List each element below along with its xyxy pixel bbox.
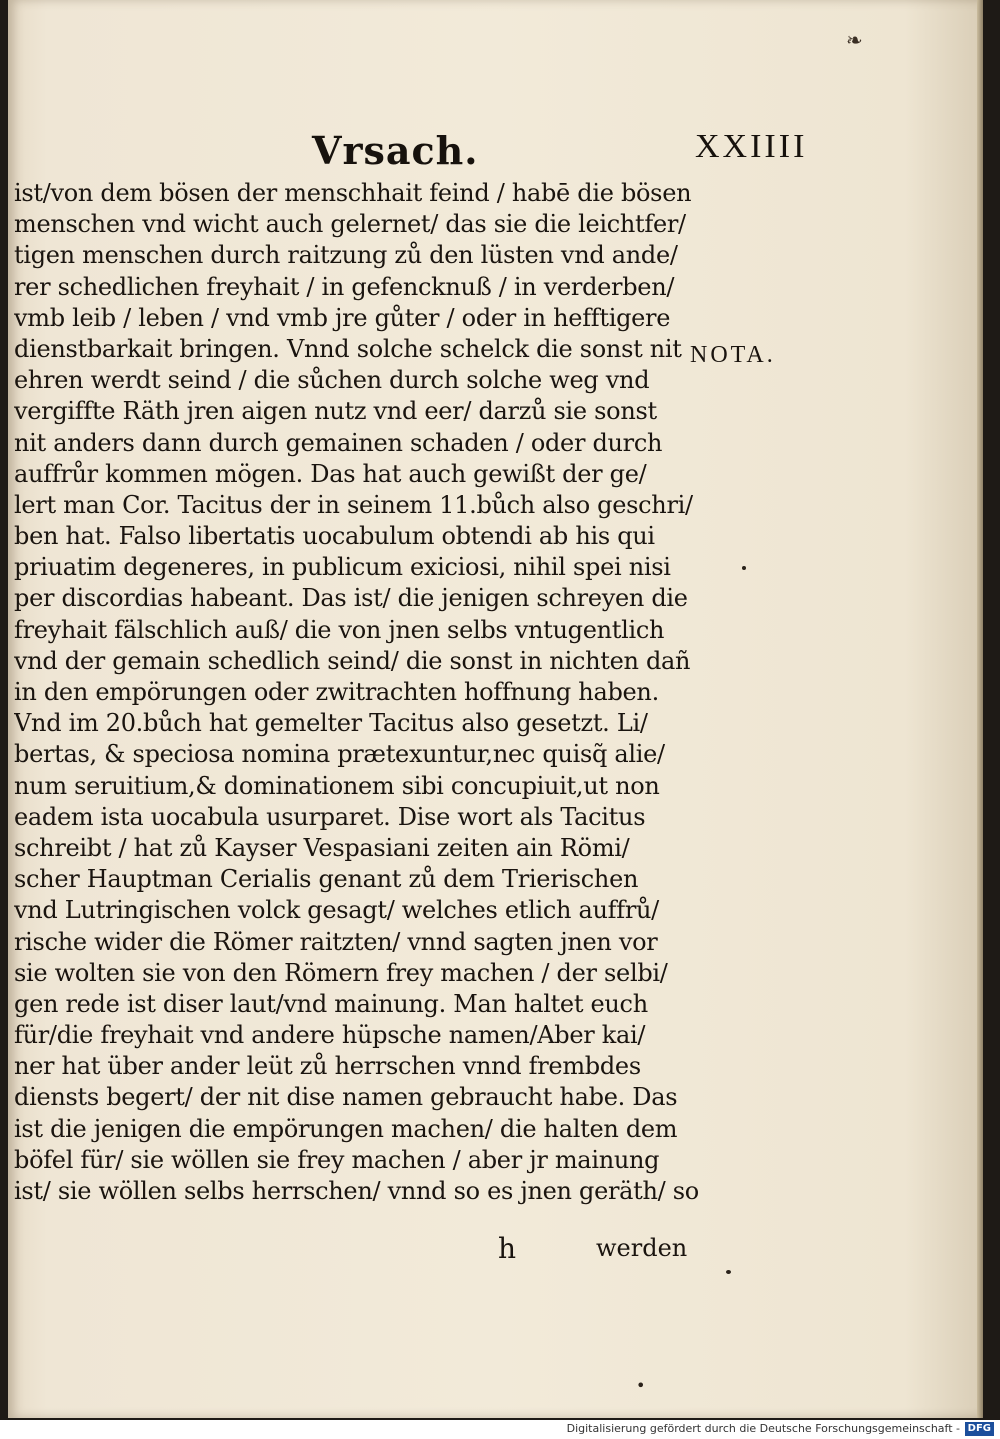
text-line: menschen vnd wicht auch gelernet/ das sie die leichtfer/ xyxy=(14,210,686,239)
text-line: dienstbarkait bringen. Vnnd solche schelck die sonst nit xyxy=(14,334,682,363)
text-line: nit anders dann durch gemainen schaden / oder durch xyxy=(14,428,663,457)
text-line: in den empörungen oder zwitrachten hoffnung haben. xyxy=(14,678,659,706)
text-line: priuatim degeneres, in publicum exiciosi, nihil spei nisi xyxy=(14,553,671,582)
margin-note: NOTA. xyxy=(690,342,776,368)
ornament-top-icon: ❧ xyxy=(846,28,863,52)
text-line: ist die jenigen die empörungen machen/ die halten dem xyxy=(14,1114,678,1143)
text-line: bertas, & speciosa nomina prætexuntur,nec quisq̃ alie/ xyxy=(14,740,665,769)
text-line: für/die freyhait vnd andere hüpsche namen/Aber kai/ xyxy=(14,1021,646,1050)
folio-number: XXIIII xyxy=(695,128,808,165)
text-line: ist/von dem bösen der menschhait feind / habē die bösen xyxy=(14,179,692,207)
page-edge xyxy=(977,0,983,1418)
text-line: sie wolten sie von den Römern frey machen / der selbi/ xyxy=(14,958,668,987)
ink-speck xyxy=(726,1270,731,1274)
text-line: eadem ista uocabula usurparet. Dise wort als Tacitus xyxy=(14,802,646,831)
text-line: num seruitium,& dominationem sibi concupiuit,ut non xyxy=(14,771,660,800)
text-line: rer schedlichen freyhait / in gefencknuß / in verderben/ xyxy=(14,272,675,301)
text-line: freyhait fälschlich auß/ die von jnen selbs vntugentlich xyxy=(14,615,665,644)
text-line: scher Hauptman Cerialis genant zů dem Trierischen xyxy=(14,865,639,894)
text-line: diensts begert/ der nit dise namen gebraucht habe. Das xyxy=(14,1083,678,1112)
running-head: Vrsach. xyxy=(312,128,479,173)
text-line: tigen menschen durch raitzung zů den lüsten vnd ande/ xyxy=(14,241,678,270)
body-text xyxy=(14,178,704,1207)
text-line: ner hat über ander leüt zů herrschen vnnd frembdes xyxy=(14,1052,641,1081)
text-line: rische wider die Römer raitzten/ vnnd sagten jnen vor xyxy=(14,927,658,956)
text-line: ben hat. Falso libertatis uocabulum obtendi ab his qui xyxy=(14,522,655,551)
footer-bar xyxy=(0,1420,1000,1439)
text-line: böfel für/ sie wöllen sie frey machen / aber jr mainung xyxy=(14,1145,660,1174)
text-line: per discordias habeant. Das ist/ die jenigen schreyen die xyxy=(14,584,688,613)
dfg-logo: DFG xyxy=(965,1422,994,1436)
text-line: schreibt / hat zů Kayser Vespasiani zeiten ain Römi/ xyxy=(14,833,630,862)
text-line: gen rede ist diser laut/vnd mainung. Man haltet euch xyxy=(14,989,648,1018)
text-line: Vnd im 20.bůch hat gemelter Tacitus also gesetzt. Li/ xyxy=(14,709,648,738)
signature-mark: h xyxy=(498,1232,517,1265)
text-line: vnd Lutringischen volck gesagt/ welches etlich auffrů/ xyxy=(14,896,659,925)
ink-speck xyxy=(742,566,746,570)
catchword: werden xyxy=(596,1234,688,1262)
text-line: vnd der gemain schedlich seind/ die sonst in nichten dañ xyxy=(14,646,691,675)
funding-notice: Digitalisierung gefördert durch die Deutsche Forschungsgemeinschaft - xyxy=(566,1422,960,1435)
ornament-bottom-icon: • xyxy=(636,1376,646,1395)
text-line: lert man Cor. Tacitus der in seinem 11.bůch also geschri/ xyxy=(14,490,693,519)
text-line: ehren werdt seind / die sůchen durch solche weg vnd xyxy=(14,366,650,395)
text-line: vmb leib / leben / vnd vmb jre gůter / oder in hefftigere xyxy=(14,303,671,332)
text-line: ist/ sie wöllen selbs herrschen/ vnnd so es jnen geräth/ so xyxy=(14,1177,699,1205)
text-line: vergiffte Räth jren aigen nutz vnd eer/ darzů sie sonst xyxy=(14,397,657,426)
text-line: auffrůr kommen mögen. Das hat auch gewißt der ge/ xyxy=(14,459,647,488)
